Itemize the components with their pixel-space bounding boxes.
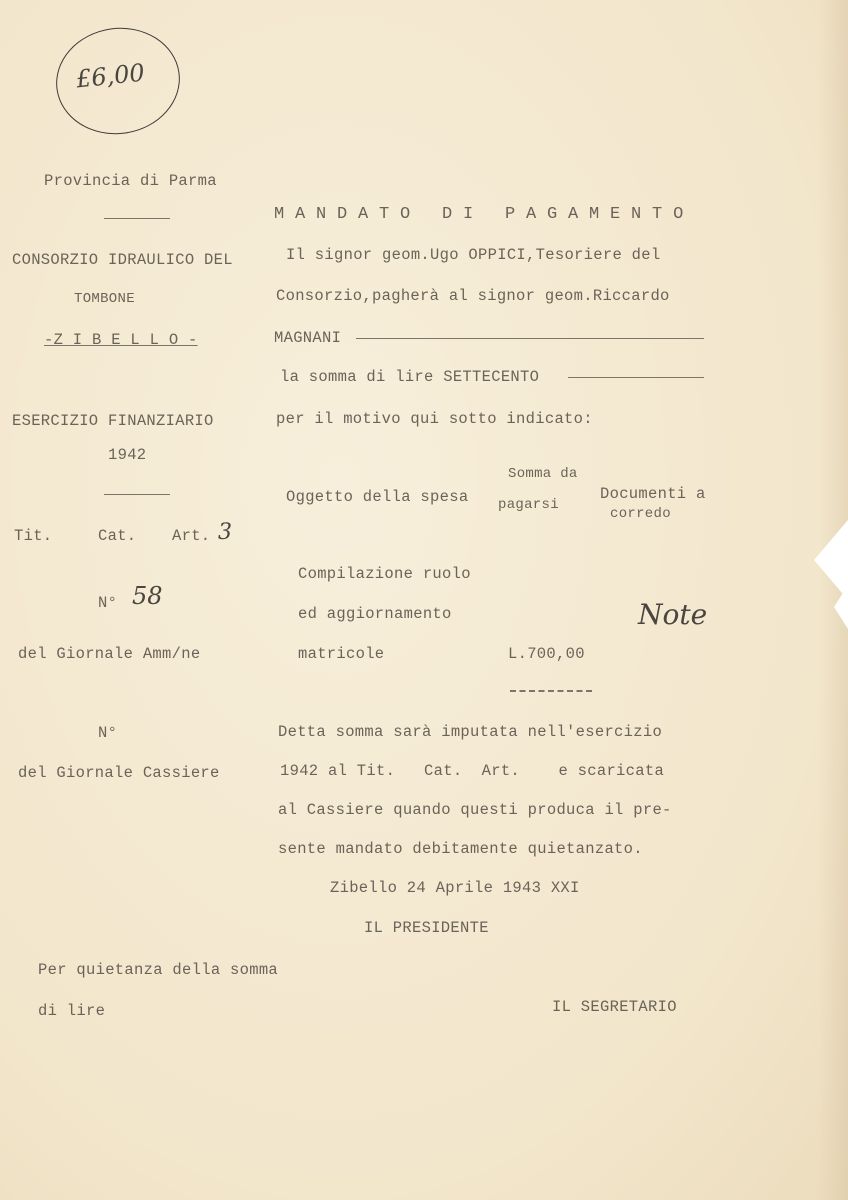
place-date: Zibello 24 Aprile 1943 XXI <box>330 879 580 897</box>
receipt-line-1: Per quietanza della somma <box>38 961 279 979</box>
secretary-signature-label: IL SEGRETARIO <box>552 998 677 1016</box>
reason-intro: per il motivo qui sotto indicato: <box>276 410 593 428</box>
handwritten-number: 58 <box>132 582 163 610</box>
province-label: Provincia di Parma <box>44 172 217 190</box>
journal-cashier-label: del Giornale Cassiere <box>18 764 220 782</box>
col-amount-header-1: Somma da <box>508 466 578 482</box>
item-line-1: Compilazione ruolo <box>298 565 471 583</box>
col-subject-header: Oggetto della spesa <box>286 488 469 506</box>
number-label-admin: N° <box>98 594 118 612</box>
body-line-1: Detta somma sarà imputata nell'esercizio <box>278 723 663 741</box>
handwritten-amount: £6,00 <box>74 58 146 94</box>
body-line-4: sente mandato debitamente quietanzato. <box>278 840 643 858</box>
payee-name: MAGNANI <box>274 329 342 347</box>
cat-label: Cat. <box>98 527 137 545</box>
handwritten-art-number: 3 <box>218 520 232 545</box>
amount-in-words: la somma di lire SETTECENTO <box>280 368 540 386</box>
receipt-line-2: di lire <box>38 1002 106 1020</box>
fiscal-year-label: ESERCIZIO FINANZIARIO <box>12 412 214 430</box>
journal-admin-label: del Giornale Amm/ne <box>18 645 201 663</box>
body-line-2: 1942 al Tit. Cat. Art. e scaricata <box>280 762 665 780</box>
fiscal-year: 1942 <box>108 446 147 464</box>
body-line-3: al Cassiere quando questi produca il pre- <box>278 801 672 819</box>
item-line-3: matricole <box>298 645 385 663</box>
col-docs-header-2: corredo <box>610 506 671 522</box>
payment-line-1: Il signor geom.Ugo OPPICI,Tesoriere del <box>286 246 661 264</box>
payment-line-2: Consorzio,pagherà al signor geom.Riccardo <box>276 287 670 305</box>
consortium-name-line2: TOMBONE <box>74 291 135 307</box>
art-label: Art. <box>172 527 211 545</box>
col-docs-header-1: Documenti a <box>600 485 706 503</box>
amount-fill-line <box>568 377 704 378</box>
item-line-2: ed aggiornamento <box>298 605 452 623</box>
payee-fill-line <box>356 338 704 339</box>
town-name: -Z I B E L L O - <box>44 331 198 349</box>
torn-edge-small <box>834 585 848 629</box>
divider-1 <box>104 218 170 219</box>
number-label-cashier: N° <box>98 724 118 742</box>
president-signature-label: IL PRESIDENTE <box>364 919 489 937</box>
total-underline <box>510 690 592 692</box>
item-amount: L.700,00 <box>508 645 585 663</box>
handwritten-note: Note <box>638 598 708 631</box>
divider-2 <box>104 494 170 495</box>
document-title: M A N D A T O D I P A G A M E N T O <box>274 205 684 224</box>
consortium-name-line1: CONSORZIO IDRAULICO DEL <box>12 251 233 269</box>
col-amount-header-2: pagarsi <box>498 497 559 513</box>
tit-label: Tit. <box>14 527 53 545</box>
